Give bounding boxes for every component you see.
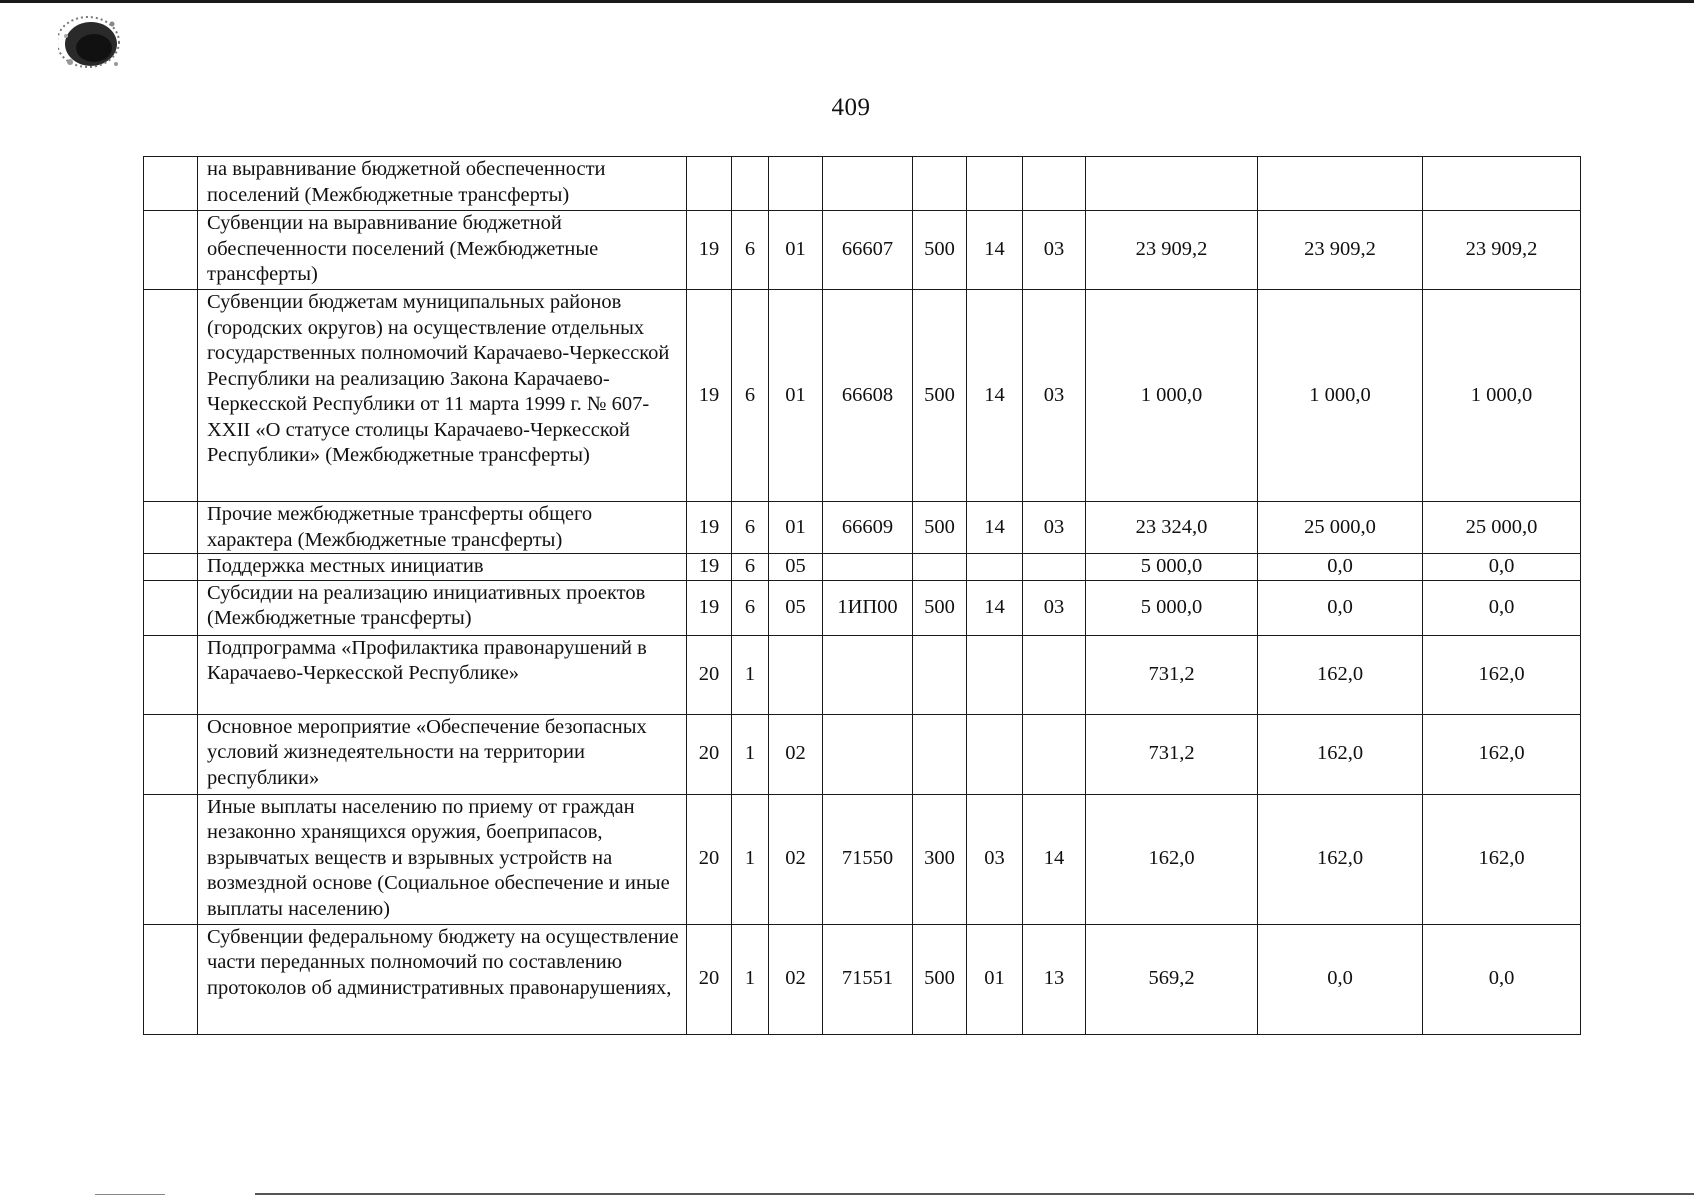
row-name-cell: на выравнивание бюджетной обеспеченности поселений (Межбюджетные трансферты): [198, 157, 687, 211]
col-a-code: 19: [687, 554, 732, 581]
col-expense-type: 500: [913, 580, 967, 635]
col-a-code: 20: [687, 635, 732, 714]
col-section: 01: [967, 924, 1023, 1034]
col-a-code: 20: [687, 794, 732, 924]
col-section: [967, 714, 1023, 794]
col-expense-type: [913, 635, 967, 714]
row-blank-cell: [144, 924, 198, 1034]
col-section: [967, 635, 1023, 714]
col-subsection: 03: [1023, 211, 1086, 290]
col-target-code: 66607: [823, 211, 913, 290]
col-b-code: [732, 157, 769, 211]
col-section: 03: [967, 794, 1023, 924]
col-c-code: 01: [769, 290, 823, 502]
col-c-code: 02: [769, 794, 823, 924]
col-b-code: 6: [732, 211, 769, 290]
row-name-cell: Подпрограмма «Профилактика правонарушений в Карачаево-Черкесской Республике»: [198, 635, 687, 714]
col-target-code: 66609: [823, 502, 913, 554]
row-name-cell: Субвенции федеральному бюджету на осуществление части переданных полномочий по составлению протоколов об административных правонарушениях,: [198, 924, 687, 1034]
col-sum-year-1: 731,2: [1086, 635, 1258, 714]
col-c-code: 02: [769, 924, 823, 1034]
col-sum-year-1: 162,0: [1086, 794, 1258, 924]
col-expense-type: 300: [913, 794, 967, 924]
col-a-code: 20: [687, 714, 732, 794]
col-section: 14: [967, 580, 1023, 635]
col-a-code: 19: [687, 290, 732, 502]
col-subsection: [1023, 714, 1086, 794]
col-section: 14: [967, 211, 1023, 290]
col-b-code: 1: [732, 794, 769, 924]
col-subsection: [1023, 554, 1086, 581]
row-blank-cell: [144, 714, 198, 794]
col-target-code: [823, 157, 913, 211]
col-subsection: 13: [1023, 924, 1086, 1034]
col-sum-year-3: 23 909,2: [1423, 211, 1581, 290]
col-sum-year-2: 25 000,0: [1258, 502, 1423, 554]
table-row: [144, 290, 1581, 502]
col-a-code: 20: [687, 924, 732, 1034]
col-subsection: [1023, 635, 1086, 714]
table-row: [144, 794, 1581, 924]
col-sum-year-3: [1423, 157, 1581, 211]
row-blank-cell: [144, 635, 198, 714]
row-blank-cell: [144, 554, 198, 581]
col-sum-year-1: 569,2: [1086, 924, 1258, 1034]
col-subsection: 14: [1023, 794, 1086, 924]
row-blank-cell: [144, 502, 198, 554]
table-row: [144, 157, 1581, 211]
col-sum-year-3: 1 000,0: [1423, 290, 1581, 502]
col-section: 14: [967, 502, 1023, 554]
col-sum-year-2: 0,0: [1258, 580, 1423, 635]
row-name-cell: Основное мероприятие «Обеспечение безопасных условий жизнедеятельности на территории республики»: [198, 714, 687, 794]
col-sum-year-3: 0,0: [1423, 580, 1581, 635]
col-c-code: 01: [769, 211, 823, 290]
col-sum-year-3: 0,0: [1423, 924, 1581, 1034]
col-target-code: [823, 635, 913, 714]
col-c-code: 01: [769, 502, 823, 554]
col-b-code: 6: [732, 554, 769, 581]
col-target-code: 71551: [823, 924, 913, 1034]
table-row: [144, 211, 1581, 290]
col-section: [967, 157, 1023, 211]
table-row: [144, 554, 1581, 581]
col-subsection: 03: [1023, 502, 1086, 554]
col-sum-year-3: 25 000,0: [1423, 502, 1581, 554]
col-c-code: 05: [769, 580, 823, 635]
col-target-code: [823, 714, 913, 794]
bottom-border-fragment: [95, 1194, 165, 1195]
row-blank-cell: [144, 157, 198, 211]
col-expense-type: 500: [913, 290, 967, 502]
col-target-code: 66608: [823, 290, 913, 502]
col-sum-year-1: 23 324,0: [1086, 502, 1258, 554]
col-sum-year-1: [1086, 157, 1258, 211]
row-name-cell: Иные выплаты населению по приему от граждан незаконно хранящихся оружия, боеприпасов, взрывчатых веществ и взрывных устройств на возмездной основе (Социальное обеспечение и иные выплаты населению): [198, 794, 687, 924]
col-b-code: 1: [732, 714, 769, 794]
col-b-code: 6: [732, 290, 769, 502]
col-sum-year-2: 162,0: [1258, 714, 1423, 794]
col-a-code: 19: [687, 211, 732, 290]
col-expense-type: 500: [913, 502, 967, 554]
row-blank-cell: [144, 794, 198, 924]
col-target-code: 1ИП00: [823, 580, 913, 635]
col-sum-year-3: 162,0: [1423, 794, 1581, 924]
row-name-cell: Субвенции бюджетам муниципальных районов (городских округов) на осуществление отдельных государственных полномочий Карачаево-Черкесской Республики на реализацию Закона Карачаево-Черкесской Республики от 11 марта 1999 г. № 607-XXII «О статусе столицы Карачаево-Черкесской Республики» (Межбюджетные трансферты): [198, 290, 687, 502]
row-blank-cell: [144, 580, 198, 635]
col-c-code: 05: [769, 554, 823, 581]
row-blank-cell: [144, 290, 198, 502]
table-row: [144, 580, 1581, 635]
col-section: 14: [967, 290, 1023, 502]
col-a-code: 19: [687, 502, 732, 554]
col-b-code: 6: [732, 580, 769, 635]
row-name-cell: Поддержка местных инициатив: [198, 554, 687, 581]
col-sum-year-2: 23 909,2: [1258, 211, 1423, 290]
row-name-cell: Прочие межбюджетные трансферты общего характера (Межбюджетные трансферты): [198, 502, 687, 554]
col-sum-year-2: 1 000,0: [1258, 290, 1423, 502]
col-sum-year-1: 5 000,0: [1086, 580, 1258, 635]
col-subsection: 03: [1023, 580, 1086, 635]
row-name-cell: Субсидии на реализацию инициативных проектов (Межбюджетные трансферты): [198, 580, 687, 635]
col-section: [967, 554, 1023, 581]
col-b-code: 1: [732, 635, 769, 714]
table-row: [144, 502, 1581, 554]
ink-blot-mark: [58, 14, 124, 76]
col-c-code: [769, 635, 823, 714]
col-expense-type: 500: [913, 211, 967, 290]
col-sum-year-2: 0,0: [1258, 924, 1423, 1034]
col-subsection: 03: [1023, 290, 1086, 502]
col-sum-year-1: 5 000,0: [1086, 554, 1258, 581]
table-row: [144, 924, 1581, 1034]
col-sum-year-3: 162,0: [1423, 635, 1581, 714]
top-border-line: [0, 0, 1694, 3]
col-a-code: [687, 157, 732, 211]
col-sum-year-2: 0,0: [1258, 554, 1423, 581]
col-sum-year-1: 731,2: [1086, 714, 1258, 794]
col-expense-type: [913, 157, 967, 211]
col-expense-type: 500: [913, 924, 967, 1034]
row-blank-cell: [144, 211, 198, 290]
page-number: 409: [831, 94, 871, 121]
col-a-code: 19: [687, 580, 732, 635]
col-sum-year-2: 162,0: [1258, 635, 1423, 714]
table-row: [144, 635, 1581, 714]
col-c-code: 02: [769, 714, 823, 794]
bottom-border-line: [255, 1193, 1694, 1195]
col-sum-year-2: [1258, 157, 1423, 211]
col-expense-type: [913, 714, 967, 794]
col-target-code: 71550: [823, 794, 913, 924]
budget-table: [143, 156, 1581, 1035]
col-sum-year-1: 23 909,2: [1086, 211, 1258, 290]
col-sum-year-3: 162,0: [1423, 714, 1581, 794]
col-c-code: [769, 157, 823, 211]
table-row: [144, 714, 1581, 794]
row-name-cell: Субвенции на выравнивание бюджетной обеспеченности поселений (Межбюджетные трансферты): [198, 211, 687, 290]
col-subsection: [1023, 157, 1086, 211]
col-sum-year-3: 0,0: [1423, 554, 1581, 581]
col-b-code: 6: [732, 502, 769, 554]
col-sum-year-1: 1 000,0: [1086, 290, 1258, 502]
col-expense-type: [913, 554, 967, 581]
col-b-code: 1: [732, 924, 769, 1034]
col-target-code: [823, 554, 913, 581]
col-sum-year-2: 162,0: [1258, 794, 1423, 924]
